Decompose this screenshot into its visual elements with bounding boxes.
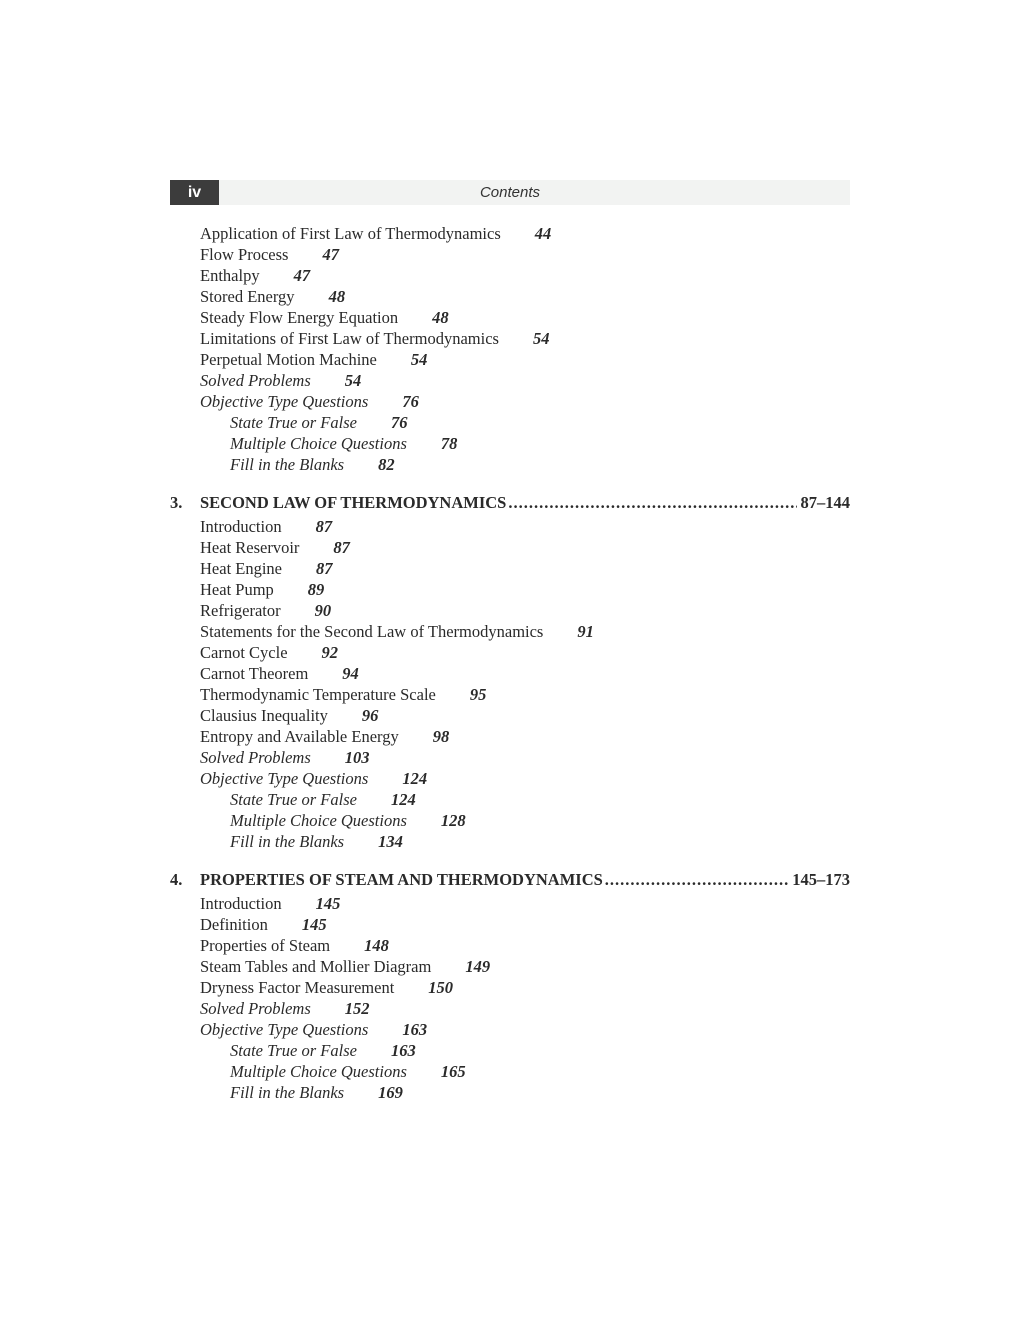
table-of-contents: [170, 223, 850, 1103]
toc-entry-title: State True or False: [230, 790, 357, 809]
toc-entry-page: 47: [293, 266, 311, 285]
toc-entry[interactable]: [170, 579, 850, 600]
toc-entry-title: Solved Problems: [200, 748, 311, 767]
toc-entry-title: Objective Type Questions: [200, 769, 369, 788]
toc-entry-page: 149: [465, 957, 491, 976]
toc-entry-page: 95: [469, 685, 487, 704]
toc-entry-title: Fill in the Blanks: [230, 1083, 345, 1102]
toc-entry[interactable]: [170, 328, 850, 349]
toc-entry[interactable]: [170, 370, 850, 391]
toc-entry-page: 163: [402, 1020, 428, 1039]
toc-entry-title: Multiple Choice Questions: [230, 434, 407, 453]
toc-entry[interactable]: [170, 726, 850, 747]
chapter-page-range: 87–144: [800, 493, 850, 512]
toc-entry-title: Entropy and Available Energy: [200, 727, 399, 746]
toc-entry-page: 134: [378, 832, 403, 851]
toc-entry-page: 148: [364, 936, 389, 955]
toc-entry-title: Dryness Factor Measurement: [200, 978, 395, 997]
toc-entry-title: Application of First Law of Thermodynamics: [200, 224, 501, 243]
toc-entry[interactable]: [170, 433, 850, 454]
chapter-heading[interactable]: [170, 492, 850, 513]
toc-entry-page: 152: [344, 999, 370, 1018]
toc-entry[interactable]: [170, 705, 850, 726]
toc-entry-title: Introduction: [200, 894, 282, 913]
chapter-title: PROPERTIES OF STEAM AND THERMODYNAMICS: [200, 870, 603, 889]
toc-entry-page: 128: [440, 811, 466, 830]
toc-entry-title: Objective Type Questions: [200, 1020, 369, 1039]
toc-entry-title: Fill in the Blanks: [230, 832, 345, 851]
toc-entry[interactable]: [170, 454, 850, 475]
toc-entry[interactable]: [170, 914, 850, 935]
toc-entry-title: Introduction: [200, 517, 282, 536]
toc-entry[interactable]: [170, 642, 850, 663]
toc-entry-title: Heat Pump: [200, 580, 274, 599]
toc-entry-page: 54: [410, 350, 428, 369]
running-title: Contents: [479, 184, 541, 201]
toc-entry-page: 54: [532, 329, 550, 348]
toc-entry-title: Statements for the Second Law of Thermodynamics: [200, 622, 544, 641]
toc-entry-page: 103: [344, 748, 370, 767]
toc-entry[interactable]: [170, 747, 850, 768]
toc-entry-page: 145: [315, 894, 341, 913]
toc-entry-page: 76: [390, 413, 408, 432]
toc-entry-title: Stored Energy: [200, 287, 295, 306]
toc-entry-title: Fill in the Blanks: [230, 455, 345, 474]
toc-entry[interactable]: [170, 286, 850, 307]
chapter-title: SECOND LAW OF THERMODYNAMICS: [200, 493, 507, 512]
toc-entry-title: State True or False: [230, 413, 357, 432]
toc-entry-title: Steady Flow Energy Equation: [200, 308, 399, 327]
leader-dots: [508, 492, 796, 513]
toc-entry-title: Heat Reservoir: [200, 538, 300, 557]
toc-entry-page: 145: [301, 915, 327, 934]
toc-entry-title: Multiple Choice Questions: [230, 1062, 407, 1081]
toc-entry[interactable]: [170, 600, 850, 621]
toc-entry-title: Properties of Steam: [200, 936, 331, 955]
toc-entry-title: Carnot Cycle: [200, 643, 288, 662]
toc-entry[interactable]: [170, 244, 850, 265]
toc-entry[interactable]: [170, 893, 850, 914]
toc-entry[interactable]: [170, 977, 850, 998]
toc-entry-page: 90: [314, 601, 332, 620]
toc-entry[interactable]: [170, 391, 850, 412]
toc-entry[interactable]: [170, 684, 850, 705]
toc-entry[interactable]: [170, 1082, 850, 1103]
toc-entry-page: 165: [440, 1062, 466, 1081]
toc-entry[interactable]: [170, 663, 850, 684]
toc-entry[interactable]: [170, 223, 850, 244]
toc-entry-title: Clausius Inequality: [200, 706, 328, 725]
chapter-heading[interactable]: [170, 869, 850, 890]
toc-entry-page: 47: [322, 245, 339, 264]
toc-entry-title: Definition: [200, 915, 268, 934]
toc-entry-page: 124: [402, 769, 428, 788]
toc-entry[interactable]: [170, 1019, 850, 1040]
toc-entry-page: 48: [432, 308, 449, 327]
toc-entry-title: Carnot Theorem: [200, 664, 309, 683]
toc-entry[interactable]: [170, 998, 850, 1019]
toc-entry-title: Limitations of First Law of Thermodynamics: [200, 329, 499, 348]
toc-entry[interactable]: [170, 810, 850, 831]
toc-entry[interactable]: [170, 789, 850, 810]
toc-entry[interactable]: [170, 1061, 850, 1082]
toc-entry-page: 54: [344, 371, 362, 390]
toc-entry[interactable]: [170, 412, 850, 433]
toc-entry-page: 44: [534, 224, 552, 243]
toc-entry-page: 87: [316, 559, 333, 578]
toc-entry-page: 87: [333, 538, 350, 557]
toc-entry-page: 92: [321, 643, 339, 662]
toc-entry[interactable]: [170, 935, 850, 956]
leader-dots: [605, 869, 788, 890]
toc-entry[interactable]: [170, 956, 850, 977]
toc-entry[interactable]: [170, 537, 850, 558]
toc-entry[interactable]: [170, 621, 850, 642]
toc-entry-title: Steam Tables and Mollier Diagram: [200, 957, 432, 976]
toc-entry-page: 76: [402, 392, 419, 411]
toc-entry[interactable]: [170, 349, 850, 370]
toc-entry-page: 169: [378, 1083, 403, 1102]
toc-entry-page: 150: [428, 978, 454, 997]
chapter-number: 3.: [170, 493, 183, 512]
toc-entry-title: Thermodynamic Temperature Scale: [200, 685, 436, 704]
toc-entry-page: 98: [432, 727, 450, 746]
toc-entry-page: 163: [390, 1041, 416, 1060]
toc-entry-title: Refrigerator: [200, 601, 281, 620]
toc-entry-page: 96: [361, 706, 379, 725]
toc-entry-page: 94: [342, 664, 359, 683]
toc-entry-title: Multiple Choice Questions: [230, 811, 407, 830]
toc-entry[interactable]: [170, 516, 850, 537]
toc-entry-page: 48: [328, 287, 346, 306]
toc-entry[interactable]: [170, 768, 850, 789]
toc-entry[interactable]: [170, 1040, 850, 1061]
toc-entry-page: 91: [577, 622, 594, 641]
toc-entry-title: Solved Problems: [200, 999, 311, 1018]
chapter-number: 4.: [170, 870, 183, 889]
toc-entry-title: Objective Type Questions: [200, 392, 369, 411]
toc-entry-page: 78: [440, 434, 458, 453]
toc-entry-title: Heat Engine: [200, 559, 283, 578]
toc-entry-page: 89: [307, 580, 325, 599]
toc-entry-title: State True or False: [230, 1041, 357, 1060]
page-number: iv: [170, 180, 219, 205]
toc-entry-title: Enthalpy: [200, 266, 260, 285]
toc-entry-page: 87: [315, 517, 333, 536]
toc-entry[interactable]: [170, 265, 850, 286]
toc-entry-title: Solved Problems: [200, 371, 311, 390]
toc-entry[interactable]: [170, 558, 850, 579]
toc-entry[interactable]: [170, 307, 850, 328]
toc-entry-page: 82: [378, 455, 395, 474]
page-header: [170, 180, 850, 205]
toc-entry-page: 124: [390, 790, 416, 809]
toc-entry-title: Perpetual Motion Machine: [200, 350, 377, 369]
toc-entry[interactable]: [170, 831, 850, 852]
toc-entry-title: Flow Process: [200, 245, 289, 264]
chapter-page-range: 145–173: [792, 870, 850, 889]
